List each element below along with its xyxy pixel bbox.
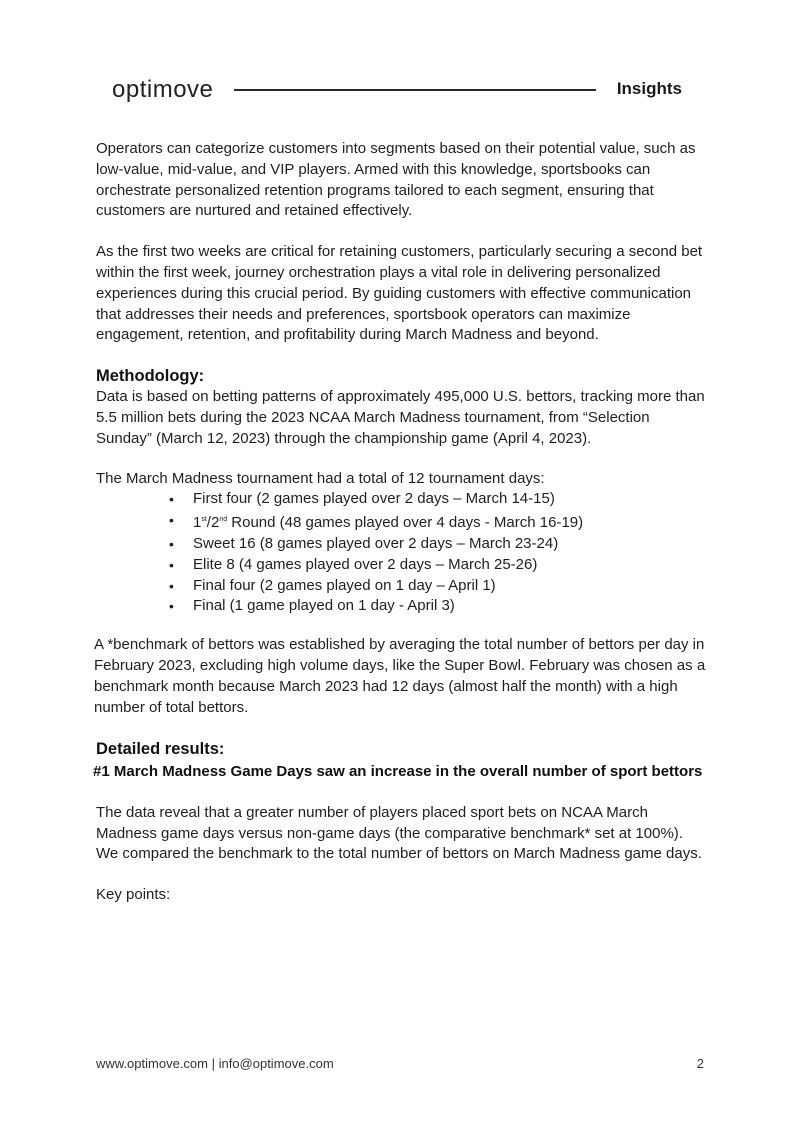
paragraph-segments: Operators can categorize customers into segments based on their potential value, such as low-value, mid-value, and VIP players. Armed with this knowledge, sportsbooks can orchestrate personalized retention programs tailored to each segment, ensuring that customers are nurtured and retained effectively. — [96, 140, 696, 220]
optimove-logo: optimove — [112, 76, 214, 103]
list-item: • Final (1 game played on 1 day - April 3) — [193, 596, 708, 617]
list-item — [193, 510, 708, 534]
results-subheading: #1 March Madness Game Days saw an increase in the overall number of sport bettors — [93, 763, 703, 781]
benchmark-paragraph: A *benchmark of bettors was established by averaging the total number of bettors per day in February 2023, excluding high volume days, like the Super Bowl. February was chosen as a benchmark month because March 2023 had 12 days (almost half the month) with a high number of total bettors. — [94, 636, 706, 716]
list-item: • First four (2 games played over 2 days – March 14-15) — [193, 489, 708, 510]
round-text: Round (48 games played over 4 days - March 16-19) — [227, 514, 584, 532]
results-heading: Detailed results: — [96, 740, 225, 759]
round-num-1: 1 — [193, 514, 202, 532]
key-points-label: Key points: — [96, 886, 171, 904]
results-text: The data reveal that a greater number of players placed sport bets on NCAA March Madness game days versus non-game days (the comparative benchmark* set at 100%). We compared the benchmark to the total number of bettors on March Madness game days. — [96, 803, 702, 863]
tournament-intro: The March Madness tournament had a total of 12 tournament days: — [96, 469, 545, 487]
page-number: 2 — [696, 1056, 704, 1071]
document-body — [93, 139, 708, 906]
superscript-st: st — [201, 516, 207, 524]
superscript-nd: nd — [219, 516, 228, 524]
footer-links[interactable]: www.optimove.com | info@optimove.com — [96, 1056, 334, 1071]
list-item: • Elite 8 (4 games played over 2 days – March 25-26) — [193, 555, 708, 576]
list-item: • Final four (2 games played on 1 day – April 1) — [193, 576, 708, 597]
methodology-text: Data is based on betting patterns of approximately 495,000 U.S. bettors, tracking more than 5.5 million bets during the 2023 NCAA March Madness tournament, from “Selection Sunday” (March 12, 2023) through the championship game (April 4, 2023). — [96, 388, 705, 447]
round-num-2: /2 — [206, 514, 220, 532]
header-rule — [234, 89, 596, 91]
paragraph-retention: As the first two weeks are critical for retaining customers, particularly securing a second bet within the first week, journey orchestration plays a vital role in delivering personalized experiences during this crucial period. By guiding customers with effective communication that addresses their needs and preferences, sportsbook operators can maximize engagement, retention, and profitability during March Madness and beyond. — [96, 243, 703, 344]
page-header — [112, 76, 682, 106]
section-label: Insights — [616, 79, 682, 98]
list-item: • Sweet 16 (8 games played over 2 days – March 23-24) — [193, 534, 708, 555]
tournament-days-list — [96, 489, 708, 617]
methodology-heading: Methodology: — [96, 367, 205, 386]
